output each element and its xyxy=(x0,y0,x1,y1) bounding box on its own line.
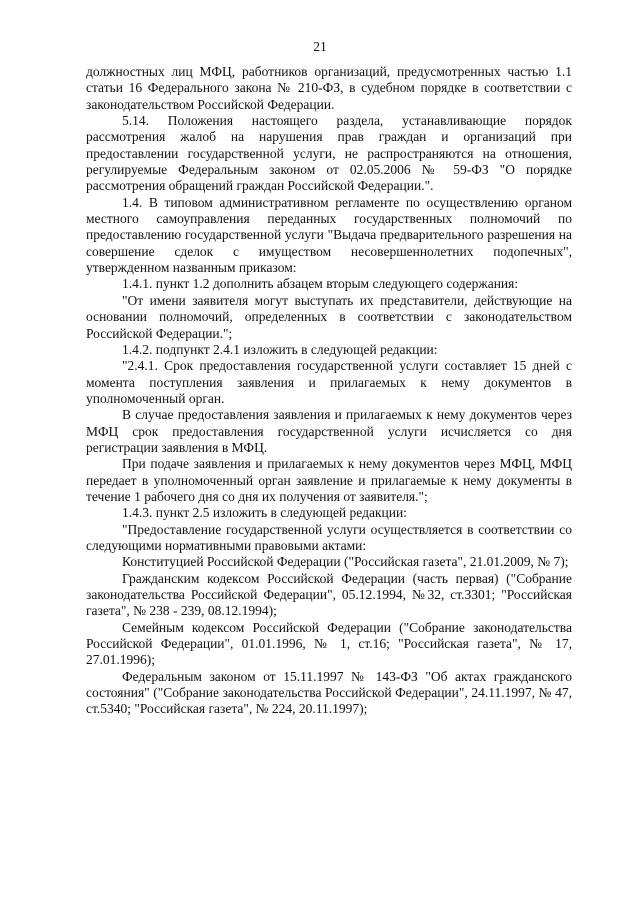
paragraph-1-4-1: 1.4.1. пункт 1.2 дополнить абзацем вторым следующего содержания: xyxy=(122,276,519,292)
paragraph-mfc-transfer: При подаче заявления и прилагаемых к нему документов через МФЦ, МФЦ передает в уполномоченный орган заявление и прилагаемые к нему документы в течение 1 рабочего дня со дня их получения от заявителя."; xyxy=(86,456,572,504)
paragraph-legal-acts-intro: "Предоставление государственной услуги осуществляется в соответствии со следующими нормативными правовыми актами: xyxy=(86,521,572,553)
paragraph-federal-law-143: Федеральным законом от 15.11.1997 № 143-ФЗ "Об актах гражданского состояния" ("Собрание законодательства Российской Федерации", 24.11.1997, № 47, ст.5340; "Российская газета", № 224, 20.11.1997); xyxy=(86,668,572,717)
paragraph-civil-code: Гражданским кодексом Российской Федерации (часть первая) ("Собрание законодательства Российской Федерации", 05.12.1994, №32, ст.3301; "Российская газета", № 238 - 239, 08.12.1994); xyxy=(86,570,572,619)
page-number: 21 xyxy=(313,39,327,54)
document-body xyxy=(86,64,572,718)
paragraph-2-4-1: "2.4.1. Срок предоставления государственной услуги составляет 15 дней с момента поступления заявления и прилагаемых к нему документов в уполномоченный орган. xyxy=(86,358,572,406)
paragraph-continuation: должностных лиц МФЦ, работников организаций, предусмотренных частью 1.1 статьи 16 Федерального закона № 210-ФЗ, в судебном порядке в соответствии с законодательством Российской Федерации. xyxy=(86,64,572,112)
paragraph-family-code: Семейным кодексом Российской Федерации ("Собрание законодательства Российской Федерации", 01.01.1996, № 1, ст.16; "Российская газета", № 17, 27.01.1996); xyxy=(86,619,572,668)
paragraph-1-4-3: 1.4.3. пункт 2.5 изложить в следующей редакции: xyxy=(122,505,407,521)
paragraph-mfc-term: В случае предоставления заявления и прилагаемых к нему документов через МФЦ срок предоставления государственной услуги исчисляется со дня регистрации заявления в МФЦ. xyxy=(86,407,572,455)
paragraph-1-4-2: 1.4.2. подпункт 2.4.1 изложить в следующей редакции: xyxy=(122,341,438,357)
paragraph-1-4: 1.4. В типовом административном регламенте по осуществлению органом местного самоуправления переданных государственных полномочий по предоставлению государственной услуги "Выдача предварительного разрешения на совершение сделок с имуществом несовершеннолетних подопечных", утвержденном названным приказом: xyxy=(86,194,572,276)
paragraph-1-4-1-quote: "От имени заявителя могут выступать их представители, действующие на основании полномочий, определенных в соответствии с законодательством Российской Федерации."; xyxy=(86,292,572,341)
paragraph-5-14: 5.14. Положения настоящего раздела, устанавливающие порядок рассмотрения жалоб на нарушения прав граждан и организаций при предоставлении государственной услуги, не распространяются на отношения, регулируемые Федеральным законом от 02.05.2006 № 59-ФЗ "О порядке рассмотрения обращений граждан Российской Федерации.". xyxy=(86,113,572,194)
paragraph-constitution: Конституцией Российской Федерации ("Российская газета", 21.01.2009, № 7); xyxy=(122,554,569,570)
